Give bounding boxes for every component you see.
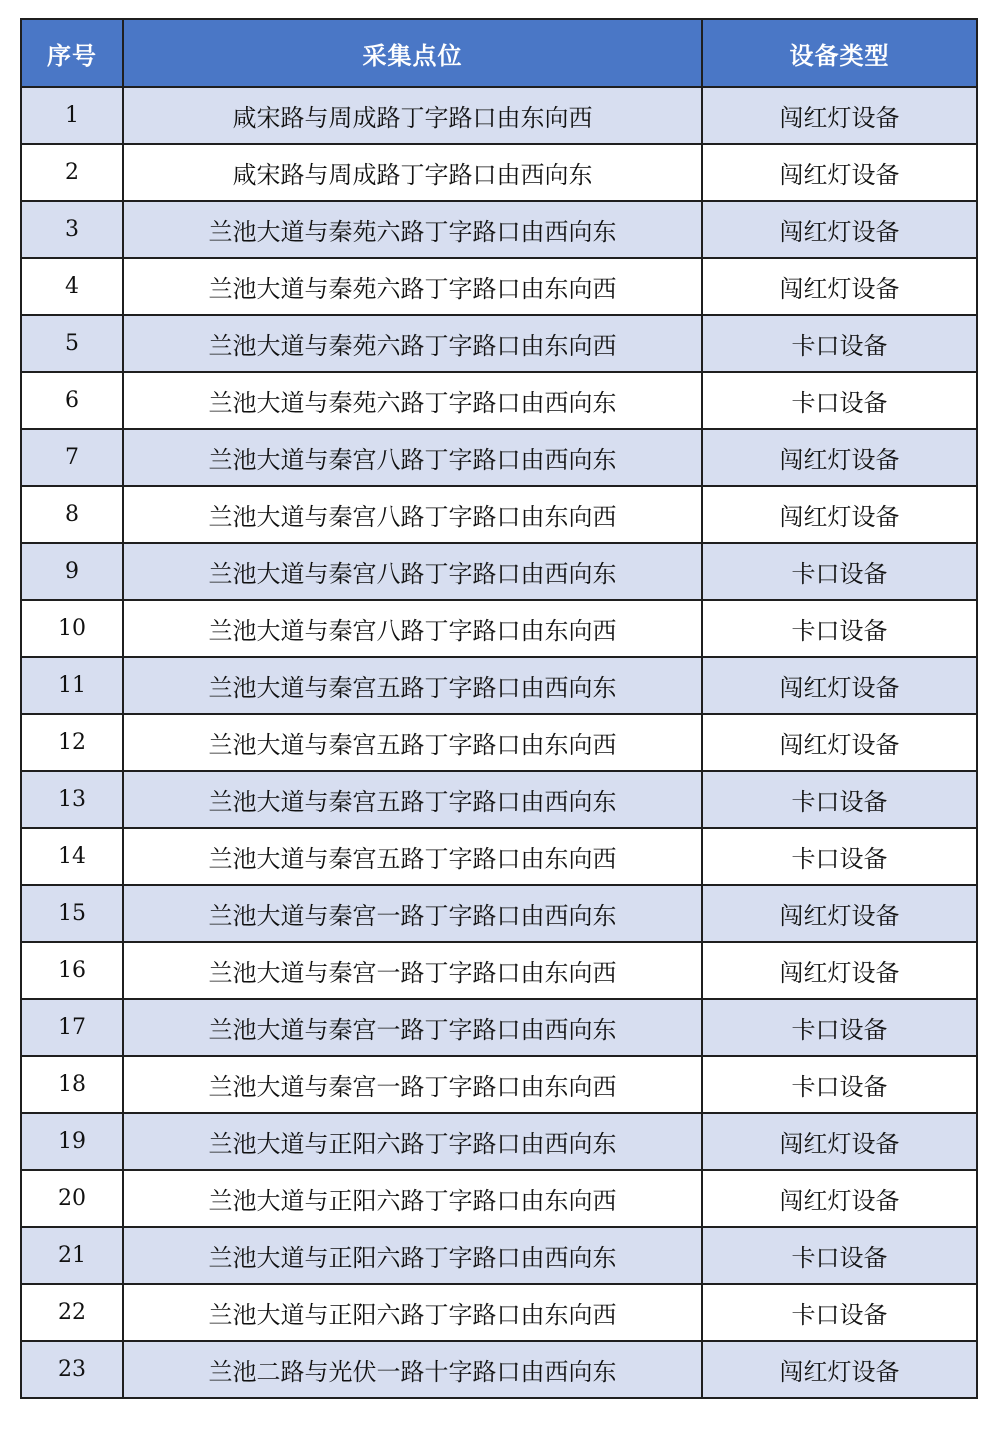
header-location: 采集点位 [123, 19, 702, 87]
cell-device-type: 闯红灯设备 [702, 942, 977, 999]
cell-index: 22 [21, 1284, 123, 1341]
table-row [21, 1170, 977, 1227]
cell-device-type: 闯红灯设备 [702, 429, 977, 486]
cell-location: 兰池大道与秦宫五路丁字路口由西向东 [123, 771, 702, 828]
table-row [21, 771, 977, 828]
cell-device-type: 闯红灯设备 [702, 258, 977, 315]
header-device-type: 设备类型 [702, 19, 977, 87]
cell-location: 兰池大道与正阳六路丁字路口由西向东 [123, 1227, 702, 1284]
cell-device-type: 闯红灯设备 [702, 1341, 977, 1398]
cell-index: 1 [21, 87, 123, 144]
table-row [21, 1227, 977, 1284]
device-table [20, 18, 978, 1399]
cell-device-type: 卡口设备 [702, 1056, 977, 1113]
table-row [21, 714, 977, 771]
cell-index: 8 [21, 486, 123, 543]
table-row [21, 315, 977, 372]
table-row [21, 429, 977, 486]
table-row [21, 372, 977, 429]
cell-device-type: 卡口设备 [702, 543, 977, 600]
table-row [21, 1284, 977, 1341]
cell-location: 咸宋路与周成路丁字路口由西向东 [123, 144, 702, 201]
cell-device-type: 闯红灯设备 [702, 885, 977, 942]
table-row [21, 999, 977, 1056]
table-row [21, 486, 977, 543]
cell-device-type: 闯红灯设备 [702, 486, 977, 543]
cell-device-type: 卡口设备 [702, 828, 977, 885]
table-row [21, 201, 977, 258]
cell-location: 兰池大道与秦宫一路丁字路口由东向西 [123, 1056, 702, 1113]
table-row [21, 1056, 977, 1113]
cell-location: 兰池大道与秦宫五路丁字路口由东向西 [123, 828, 702, 885]
cell-index: 10 [21, 600, 123, 657]
cell-location: 兰池二路与光伏一路十字路口由西向东 [123, 1341, 702, 1398]
cell-index: 17 [21, 999, 123, 1056]
cell-location: 兰池大道与秦苑六路丁字路口由西向东 [123, 201, 702, 258]
cell-location: 兰池大道与秦宫五路丁字路口由东向西 [123, 714, 702, 771]
cell-location: 咸宋路与周成路丁字路口由东向西 [123, 87, 702, 144]
cell-device-type: 卡口设备 [702, 999, 977, 1056]
cell-index: 11 [21, 657, 123, 714]
cell-device-type: 闯红灯设备 [702, 144, 977, 201]
cell-device-type: 卡口设备 [702, 315, 977, 372]
cell-index: 15 [21, 885, 123, 942]
table-row [21, 885, 977, 942]
cell-index: 4 [21, 258, 123, 315]
table-header [21, 19, 977, 87]
cell-location: 兰池大道与正阳六路丁字路口由西向东 [123, 1113, 702, 1170]
cell-device-type: 闯红灯设备 [702, 714, 977, 771]
cell-index: 13 [21, 771, 123, 828]
table-row [21, 1341, 977, 1398]
cell-index: 12 [21, 714, 123, 771]
cell-location: 兰池大道与秦宫五路丁字路口由西向东 [123, 657, 702, 714]
table-row [21, 87, 977, 144]
cell-device-type: 卡口设备 [702, 771, 977, 828]
cell-device-type: 卡口设备 [702, 1227, 977, 1284]
cell-device-type: 卡口设备 [702, 372, 977, 429]
table-container [20, 18, 976, 1399]
cell-index: 5 [21, 315, 123, 372]
cell-index: 2 [21, 144, 123, 201]
cell-location: 兰池大道与秦苑六路丁字路口由东向西 [123, 258, 702, 315]
cell-index: 19 [21, 1113, 123, 1170]
table-row [21, 543, 977, 600]
table-row [21, 1113, 977, 1170]
cell-device-type: 卡口设备 [702, 1284, 977, 1341]
cell-location: 兰池大道与秦苑六路丁字路口由西向东 [123, 372, 702, 429]
cell-index: 3 [21, 201, 123, 258]
cell-index: 18 [21, 1056, 123, 1113]
cell-location: 兰池大道与秦宫八路丁字路口由西向东 [123, 543, 702, 600]
cell-index: 21 [21, 1227, 123, 1284]
header-row [21, 19, 977, 87]
cell-device-type: 闯红灯设备 [702, 1113, 977, 1170]
table-body [21, 87, 977, 1398]
header-index: 序号 [21, 19, 123, 87]
cell-location: 兰池大道与秦苑六路丁字路口由东向西 [123, 315, 702, 372]
cell-device-type: 闯红灯设备 [702, 87, 977, 144]
table-row [21, 258, 977, 315]
cell-location: 兰池大道与正阳六路丁字路口由东向西 [123, 1284, 702, 1341]
table-row [21, 144, 977, 201]
cell-index: 6 [21, 372, 123, 429]
cell-index: 16 [21, 942, 123, 999]
cell-location: 兰池大道与秦宫一路丁字路口由东向西 [123, 942, 702, 999]
table-row [21, 657, 977, 714]
cell-device-type: 闯红灯设备 [702, 201, 977, 258]
cell-device-type: 闯红灯设备 [702, 657, 977, 714]
table-row [21, 942, 977, 999]
table-row [21, 600, 977, 657]
cell-index: 9 [21, 543, 123, 600]
cell-device-type: 卡口设备 [702, 600, 977, 657]
cell-location: 兰池大道与秦宫八路丁字路口由东向西 [123, 486, 702, 543]
table-row [21, 828, 977, 885]
cell-index: 20 [21, 1170, 123, 1227]
cell-location: 兰池大道与秦宫一路丁字路口由西向东 [123, 999, 702, 1056]
cell-location: 兰池大道与秦宫八路丁字路口由东向西 [123, 600, 702, 657]
cell-location: 兰池大道与秦宫八路丁字路口由西向东 [123, 429, 702, 486]
cell-device-type: 闯红灯设备 [702, 1170, 977, 1227]
cell-index: 23 [21, 1341, 123, 1398]
cell-index: 7 [21, 429, 123, 486]
cell-index: 14 [21, 828, 123, 885]
cell-location: 兰池大道与秦宫一路丁字路口由西向东 [123, 885, 702, 942]
cell-location: 兰池大道与正阳六路丁字路口由东向西 [123, 1170, 702, 1227]
